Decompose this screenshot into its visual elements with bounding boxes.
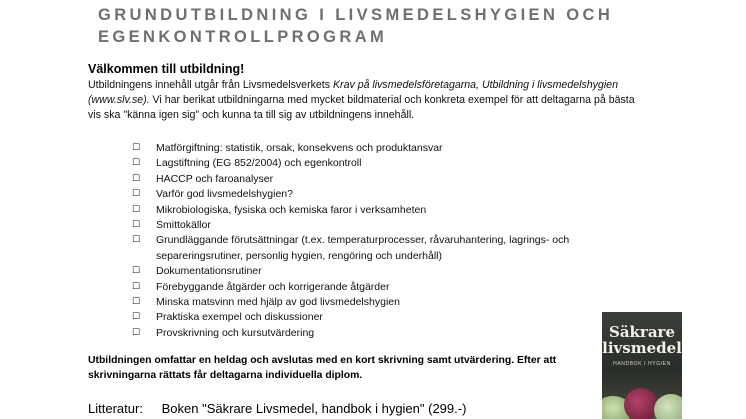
document-title bbox=[98, 4, 718, 48]
checkbox-icon: ☐ bbox=[132, 173, 141, 184]
topic-item bbox=[132, 172, 632, 187]
literature-label: Litteratur: bbox=[88, 401, 143, 416]
checkbox-icon: ☐ bbox=[132, 220, 141, 231]
topic-item bbox=[132, 295, 632, 310]
checkbox-icon: ☐ bbox=[132, 327, 141, 338]
topic-text: Provskrivning och kursutvärdering bbox=[156, 326, 315, 339]
checkbox-icon: ☐ bbox=[132, 204, 141, 215]
topic-item bbox=[132, 141, 632, 156]
topic-text: Minska matsvinn med hjälp av god livsmedelshygien bbox=[156, 296, 400, 309]
topic-item bbox=[132, 233, 632, 264]
book-cover-image bbox=[602, 312, 682, 419]
book-title-line-2: livsmedel bbox=[602, 339, 682, 357]
topic-list bbox=[132, 141, 632, 341]
lettuce-illustration bbox=[654, 394, 682, 419]
checkbox-icon: ☐ bbox=[132, 189, 141, 200]
topic-item bbox=[132, 310, 632, 325]
beet-illustration bbox=[624, 388, 658, 419]
intro-text-2: Vi har berikat utbildningarna med mycket bildmaterial och konkreta exempel för att deltagarna på bästa vis ska "känna igen sig" och kunna ta till sig av utbildningens innehåll. bbox=[88, 94, 635, 121]
topic-item bbox=[132, 218, 632, 233]
intro-italic-reference: Krav på livsmedelsföretagarna, Utbildning i livsmedelshygien (www.slv.se). bbox=[88, 79, 618, 106]
checkbox-icon: ☐ bbox=[132, 158, 141, 169]
checkbox-icon: ☐ bbox=[132, 235, 141, 246]
title-line-2: EGENKONTROLLPROGRAM bbox=[98, 28, 388, 46]
welcome-heading: Välkommen till utbildning! bbox=[88, 62, 245, 76]
topic-text: Lagstiftning (EG 852/2004) och egenkontroll bbox=[156, 157, 362, 170]
checkbox-icon: ☐ bbox=[132, 312, 141, 323]
topic-text: Varför god livsmedelshygien? bbox=[156, 188, 293, 201]
topic-text: Mikrobiologiska, fysiska och kemiska faror i verksamheten bbox=[156, 203, 427, 216]
book-title-line-1: Säkrare bbox=[608, 323, 675, 341]
topic-item bbox=[132, 203, 632, 218]
topic-item bbox=[132, 187, 632, 202]
literature-line bbox=[88, 401, 466, 416]
intro-text-1: Utbildningens innehåll utgår från Livsmedelsverkets bbox=[88, 79, 333, 91]
topic-text: Dokumentationsrutiner bbox=[156, 265, 262, 278]
title-line-1: GRUNDUTBILDNING I LIVSMEDELSHYGIEN OCH bbox=[98, 6, 614, 24]
topic-text: Matförgiftning: statistik, orsak, konsekvens och produktansvar bbox=[156, 142, 443, 154]
topic-item bbox=[132, 280, 632, 295]
topic-text: Förebyggande åtgärder och korrigerande åtgärder bbox=[156, 280, 390, 293]
topic-text: Smittokällor bbox=[156, 219, 211, 232]
course-summary: Utbildningen omfattar en heldag och avslutas med en kort skrivning samt utvärdering. Efter att skrivningarna rättats får deltagarna individuella diplom. bbox=[88, 355, 557, 381]
topic-text: HACCP och faroanalyser bbox=[156, 172, 274, 185]
intro-paragraph bbox=[88, 78, 648, 123]
checkbox-icon: ☐ bbox=[132, 266, 141, 277]
checkbox-icon: ☐ bbox=[132, 297, 141, 308]
topic-text: Praktiska exempel och diskussioner bbox=[156, 311, 323, 324]
topic-item bbox=[132, 156, 632, 171]
checkbox-icon: ☐ bbox=[132, 143, 141, 153]
topic-text: Grundläggande förutsättningar (t.ex. temperaturprocesser, råvaruhantering, lagrings- och separeringsrutiner, personlig hygien, rengöring och underhåll) bbox=[156, 234, 570, 262]
literature-text: Boken "Säkrare Livsmedel, handbok i hygien" (299.-) bbox=[161, 401, 467, 416]
topic-item bbox=[132, 326, 632, 341]
book-subtitle: HANDBOK I HYGIEN bbox=[613, 361, 671, 367]
checkbox-icon: ☐ bbox=[132, 281, 141, 292]
topic-item bbox=[132, 264, 632, 279]
